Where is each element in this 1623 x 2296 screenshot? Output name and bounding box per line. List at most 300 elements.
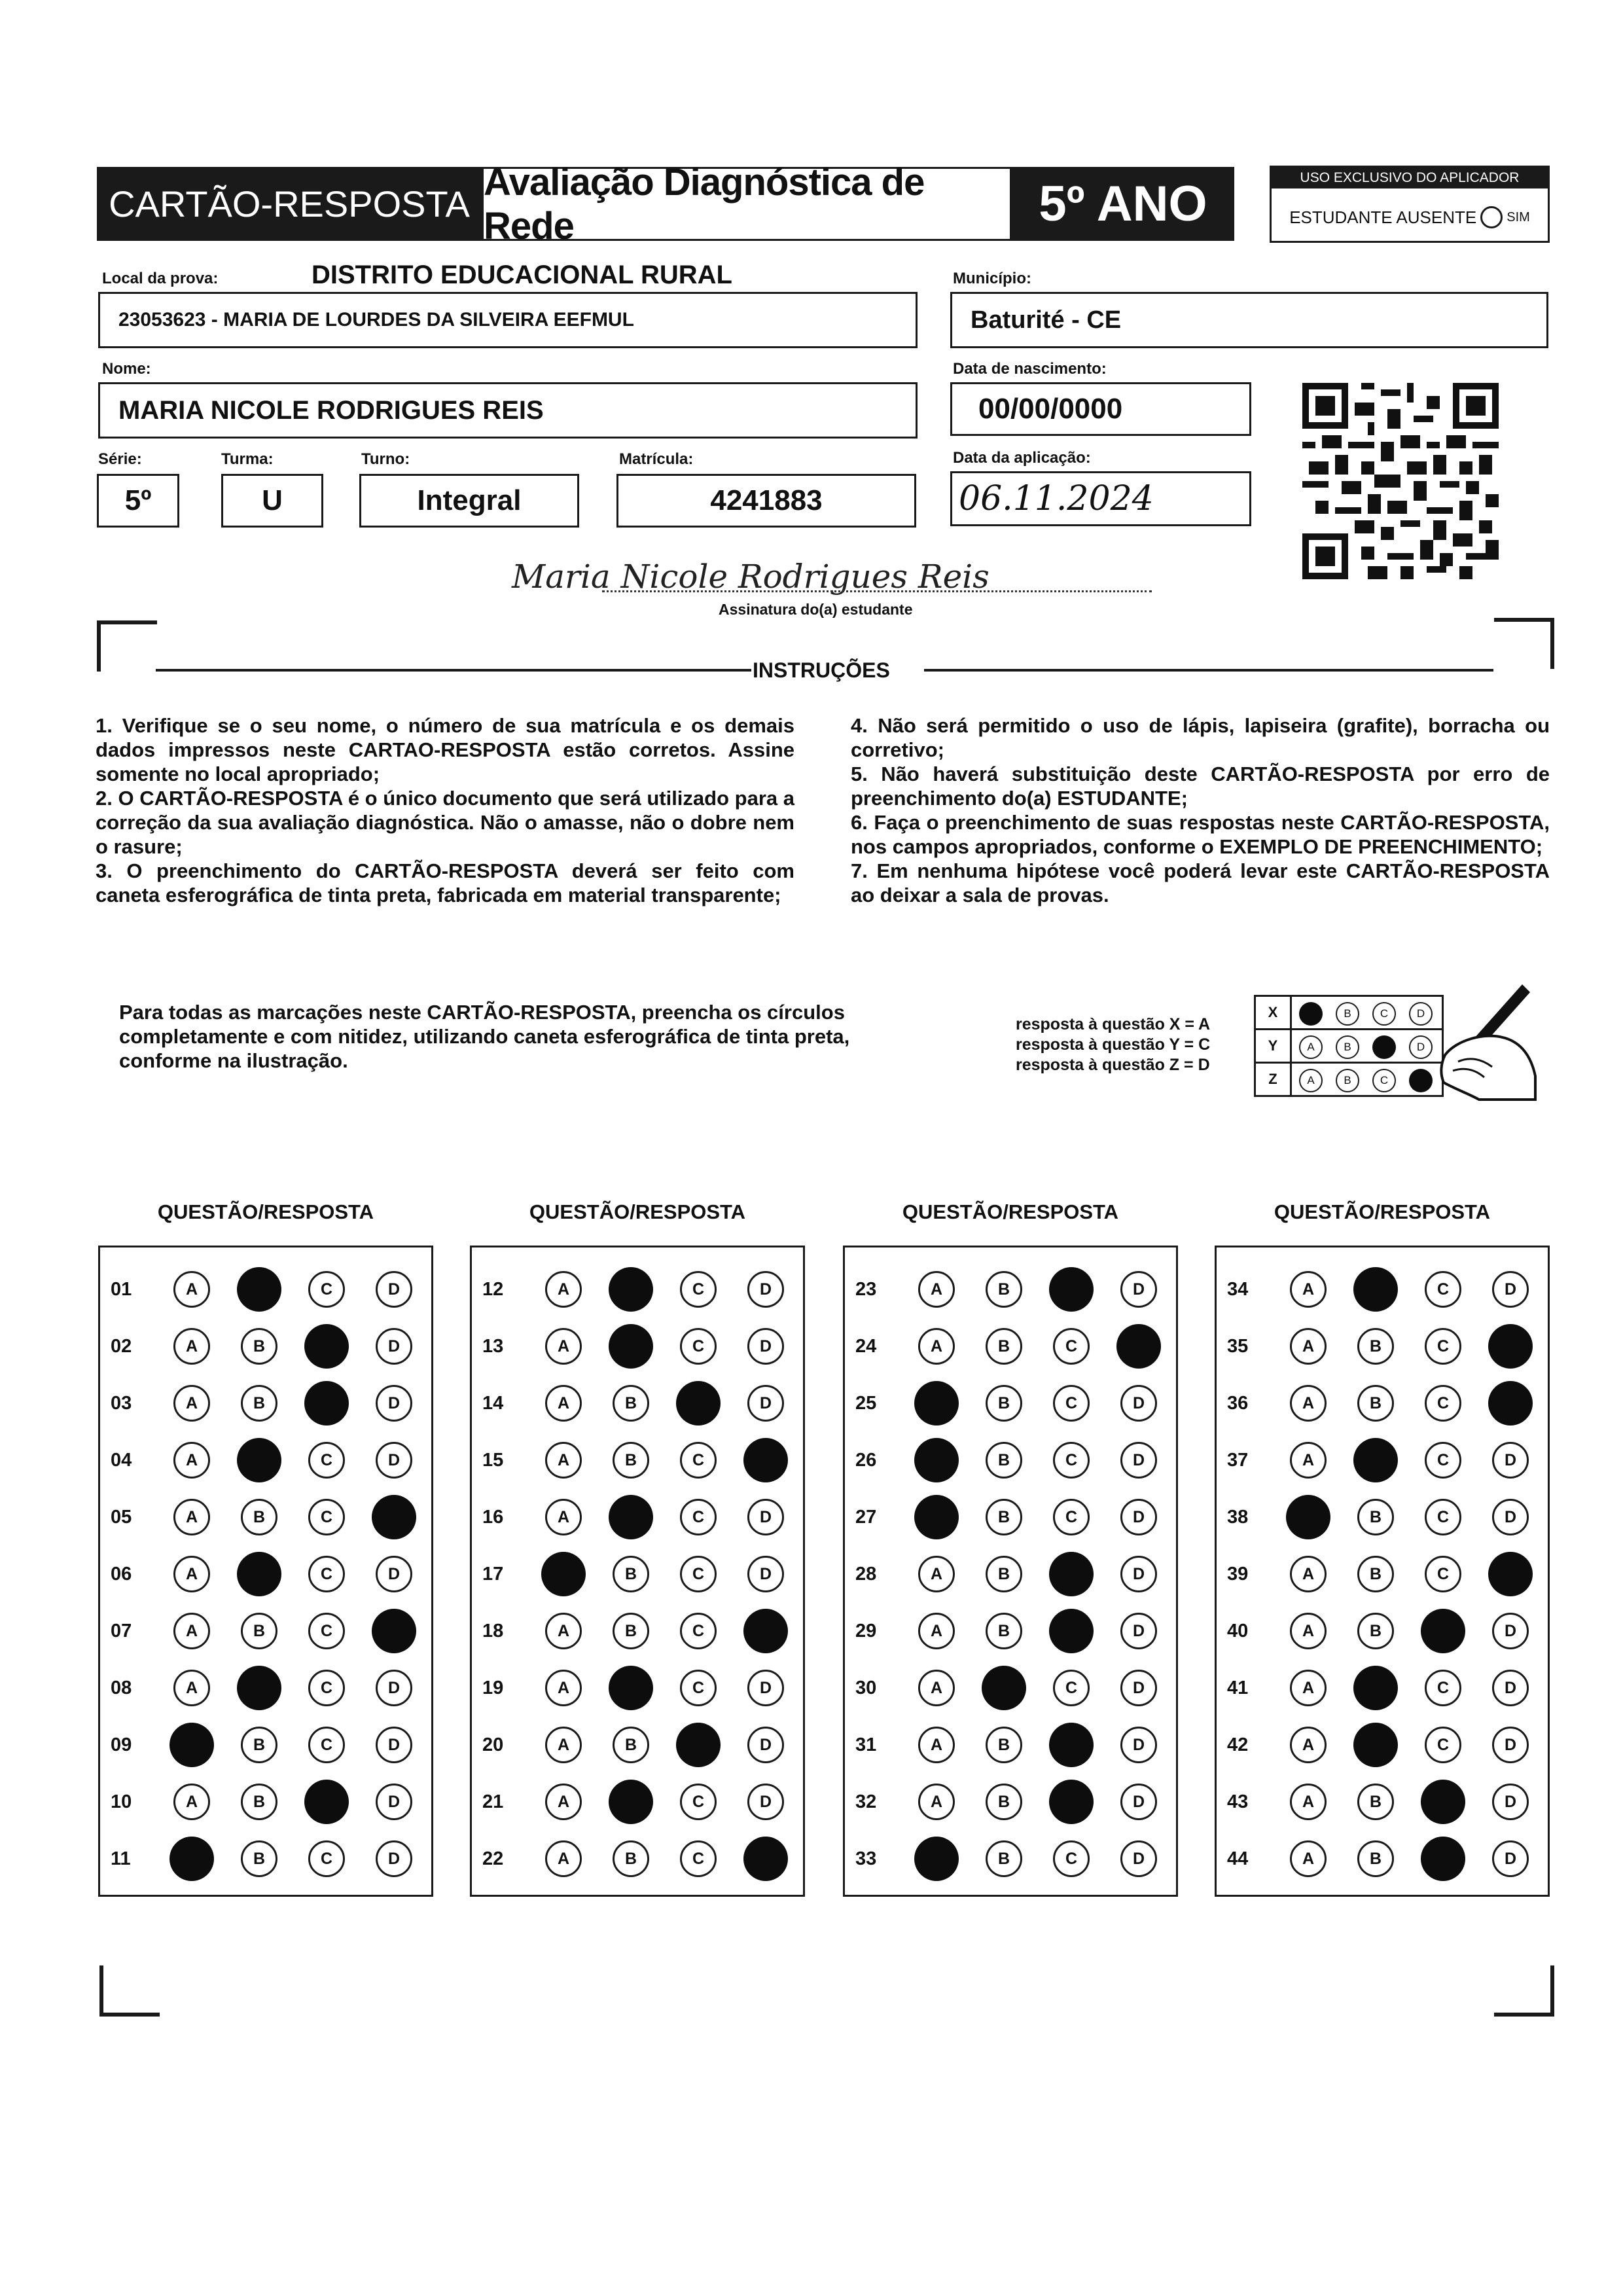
answer-bubble-a[interactable]: A	[1290, 1784, 1327, 1820]
answer-bubble-c[interactable]: C	[1425, 1328, 1461, 1365]
answer-bubble-d[interactable]: D	[376, 1556, 412, 1592]
answer-bubble-filled[interactable]	[541, 1552, 586, 1596]
question-number: 24	[855, 1335, 877, 1357]
answer-bubble-filled[interactable]	[169, 1723, 214, 1767]
answer-bubble-d[interactable]: D	[747, 1499, 784, 1535]
answer-bubble-c[interactable]: C	[1425, 1727, 1461, 1763]
answer-bubble-d[interactable]: D	[1492, 1670, 1529, 1706]
app-date-label: Data da aplicação:	[953, 449, 1091, 467]
answer-bubble-c[interactable]: C	[308, 1613, 345, 1649]
answer-bubble-d[interactable]: D	[376, 1442, 412, 1479]
answer-bubble-c[interactable]: C	[1425, 1385, 1461, 1422]
answer-bubble-d[interactable]: D	[376, 1271, 412, 1308]
column-header: QUESTÃO/RESPOSTA	[1274, 1200, 1491, 1223]
answer-bubble-a[interactable]: A	[545, 1385, 582, 1422]
answer-row	[845, 1266, 1180, 1312]
question-number: 39	[1227, 1563, 1249, 1585]
answer-bubble-a[interactable]: A	[918, 1271, 955, 1308]
matricula-field: 4241883	[616, 474, 916, 528]
answer-bubble-a[interactable]: A	[173, 1271, 210, 1308]
answer-bubble-filled[interactable]	[1353, 1438, 1398, 1482]
answer-bubble-filled[interactable]	[237, 1666, 281, 1710]
column-header: QUESTÃO/RESPOSTA	[902, 1200, 1119, 1223]
grade-badge: 5º ANO	[1012, 167, 1234, 241]
answer-bubble-b[interactable]: B	[986, 1271, 1022, 1308]
answer-bubble-c[interactable]: C	[1425, 1271, 1461, 1308]
question-number: 04	[111, 1449, 132, 1471]
answer-bubble-d[interactable]: D	[1120, 1784, 1157, 1820]
answer-row	[1217, 1323, 1552, 1369]
answer-bubble-c[interactable]: C	[1053, 1442, 1090, 1479]
app-date-field: 06.11.2024	[950, 471, 1251, 526]
answer-bubble-a[interactable]: A	[918, 1556, 955, 1592]
answer-bubble-b[interactable]: B	[241, 1613, 277, 1649]
answer-bubble-d[interactable]: D	[1120, 1271, 1157, 1308]
question-number: 36	[1227, 1392, 1249, 1414]
question-number: 30	[855, 1677, 877, 1698]
answer-bubble-d[interactable]: D	[1120, 1840, 1157, 1877]
answer-row	[845, 1494, 1180, 1540]
question-number: 38	[1227, 1506, 1249, 1528]
answer-row	[1217, 1722, 1552, 1768]
example-bubble-a: A	[1299, 1035, 1323, 1059]
answer-column	[98, 1246, 433, 1897]
answer-row	[472, 1380, 807, 1426]
answer-bubble-a[interactable]: A	[545, 1328, 582, 1365]
answer-bubble-filled[interactable]	[1049, 1552, 1094, 1596]
absent-checkbox[interactable]	[1480, 206, 1503, 228]
answer-row	[100, 1779, 435, 1825]
question-number: 40	[1227, 1620, 1249, 1641]
example-bubble-c: C	[1372, 1069, 1396, 1092]
answer-row	[1217, 1266, 1552, 1312]
answer-bubble-d[interactable]: D	[747, 1271, 784, 1308]
answer-bubble-c[interactable]: C	[680, 1442, 717, 1479]
answer-bubble-c[interactable]: C	[1425, 1442, 1461, 1479]
instruction-7: 7. Em nenhuma hipótese você poderá levar este CARTÃO-RESPOSTA ao deixar a sala de provas.	[851, 859, 1550, 906]
answer-bubble-d[interactable]: D	[376, 1385, 412, 1422]
answer-row	[472, 1323, 807, 1369]
example-bubble-filled	[1372, 1035, 1396, 1059]
school-field: 23053623 - MARIA DE LOURDES DA SILVEIRA EEFMUL	[98, 292, 918, 348]
answer-bubble-c[interactable]: C	[1425, 1499, 1461, 1535]
answer-bubble-b[interactable]: B	[1357, 1499, 1394, 1535]
answer-bubble-a[interactable]: A	[545, 1670, 582, 1706]
answer-bubble-filled[interactable]	[1421, 1837, 1465, 1881]
answer-bubble-a[interactable]: A	[1290, 1613, 1327, 1649]
answer-bubble-d[interactable]: D	[376, 1670, 412, 1706]
absent-option: SIM	[1507, 209, 1530, 224]
answer-bubble-c[interactable]: C	[308, 1442, 345, 1479]
answer-bubble-c[interactable]: C	[1053, 1385, 1090, 1422]
answer-bubble-filled[interactable]	[743, 1609, 788, 1653]
instruction-1: 1. Verifique se o seu nome, o número de sua matrícula e os demais dados impressos neste CARTAO-RESPOSTA estão corretos. Assine somente no local apropriado;	[96, 714, 794, 785]
answer-bubble-d[interactable]: D	[1492, 1727, 1529, 1763]
answer-bubble-b[interactable]: B	[613, 1613, 649, 1649]
answer-bubble-filled[interactable]	[914, 1381, 959, 1426]
answer-bubble-filled[interactable]	[1049, 1723, 1094, 1767]
answer-bubble-d[interactable]: D	[1492, 1442, 1529, 1479]
answer-bubble-filled[interactable]	[1488, 1552, 1533, 1596]
signature-line	[602, 590, 1152, 592]
example-bubble-d: D	[1409, 1002, 1433, 1026]
answer-bubble-b[interactable]: B	[241, 1784, 277, 1820]
answer-bubble-c[interactable]: C	[680, 1613, 717, 1649]
answer-bubble-c[interactable]: C	[680, 1556, 717, 1592]
answer-bubble-a[interactable]: A	[173, 1670, 210, 1706]
answer-bubble-b[interactable]: B	[241, 1727, 277, 1763]
answer-bubble-a[interactable]: A	[545, 1613, 582, 1649]
answer-bubble-a[interactable]: A	[173, 1556, 210, 1592]
answer-bubble-b[interactable]: B	[1357, 1784, 1394, 1820]
answer-bubble-a[interactable]: A	[1290, 1556, 1327, 1592]
example-line-y: resposta à questão Y = C	[1016, 1035, 1211, 1054]
answer-bubble-d[interactable]: D	[1492, 1840, 1529, 1877]
answer-bubble-filled[interactable]	[1286, 1495, 1330, 1539]
answer-bubble-a[interactable]: A	[918, 1727, 955, 1763]
answer-bubble-filled[interactable]	[1049, 1780, 1094, 1824]
question-number: 31	[855, 1734, 877, 1755]
question-number: 05	[111, 1506, 132, 1528]
question-number: 20	[482, 1734, 504, 1755]
answer-bubble-filled[interactable]	[237, 1552, 281, 1596]
answer-bubble-filled[interactable]	[1488, 1324, 1533, 1369]
instruction-4: 4. Não será permitido o uso de lápis, lapiseira (grafite), borracha ou corretivo;	[851, 714, 1550, 761]
applicator-title: USO EXCLUSIVO DO APLICADOR	[1272, 168, 1548, 188]
answer-bubble-filled[interactable]	[304, 1324, 349, 1369]
answer-bubble-d[interactable]: D	[376, 1328, 412, 1365]
answer-bubble-c[interactable]: C	[680, 1784, 717, 1820]
answer-bubble-a[interactable]: A	[1290, 1271, 1327, 1308]
name-field: MARIA NICOLE RODRIGUES REIS	[98, 382, 918, 439]
answer-bubble-filled[interactable]	[743, 1837, 788, 1881]
answer-bubble-b[interactable]: B	[1357, 1385, 1394, 1422]
answer-bubble-a[interactable]: A	[1290, 1840, 1327, 1877]
answer-bubble-filled[interactable]	[372, 1609, 416, 1653]
answer-bubble-c[interactable]: C	[680, 1271, 717, 1308]
question-number: 10	[111, 1791, 132, 1812]
answer-bubble-filled[interactable]	[982, 1666, 1026, 1710]
question-number: 21	[482, 1791, 504, 1812]
answer-bubble-filled[interactable]	[1353, 1723, 1398, 1767]
question-number: 42	[1227, 1734, 1249, 1755]
answer-bubble-filled[interactable]	[609, 1495, 653, 1539]
answer-bubble-a[interactable]: A	[1290, 1442, 1327, 1479]
answer-bubble-filled[interactable]	[676, 1381, 721, 1426]
answer-bubble-d[interactable]: D	[1120, 1556, 1157, 1592]
answer-bubble-filled[interactable]	[676, 1723, 721, 1767]
question-number: 34	[1227, 1278, 1249, 1300]
question-number: 32	[855, 1791, 877, 1812]
school-district: DISTRITO EDUCACIONAL RURAL	[312, 260, 732, 289]
answer-bubble-b[interactable]: B	[986, 1613, 1022, 1649]
instruction-6: 6. Faça o preenchimento de suas respostas neste CARTÃO-RESPOSTA, nos campos apropriados, conforme o EXEMPLO DE PREENCHIMENTO;	[851, 811, 1550, 858]
example-bubble-a: A	[1299, 1069, 1323, 1092]
question-number: 44	[1227, 1848, 1249, 1869]
answer-bubble-a[interactable]: A	[545, 1499, 582, 1535]
answer-bubble-c[interactable]: C	[308, 1727, 345, 1763]
corner-mark-top-left	[97, 620, 157, 672]
answer-bubble-a[interactable]: A	[545, 1727, 582, 1763]
card-title: CARTÃO-RESPOSTA	[97, 167, 482, 241]
answer-bubble-c[interactable]: C	[1425, 1556, 1461, 1592]
answer-row	[1217, 1380, 1552, 1426]
question-number: 33	[855, 1848, 877, 1869]
answer-bubble-filled[interactable]	[609, 1666, 653, 1710]
answer-bubble-b[interactable]: B	[1357, 1840, 1394, 1877]
answer-bubble-d[interactable]: D	[1120, 1499, 1157, 1535]
answer-bubble-d[interactable]: D	[1492, 1613, 1529, 1649]
answer-bubble-a[interactable]: A	[1290, 1670, 1327, 1706]
answer-bubble-filled[interactable]	[1049, 1267, 1094, 1312]
answer-bubble-filled[interactable]	[237, 1267, 281, 1312]
question-number: 13	[482, 1335, 504, 1357]
turno-field: Integral	[359, 474, 579, 528]
example-legend	[1016, 1014, 1210, 1075]
answer-bubble-filled[interactable]	[304, 1381, 349, 1426]
answer-row	[100, 1836, 435, 1882]
answer-bubble-a[interactable]: A	[173, 1613, 210, 1649]
answer-bubble-d[interactable]: D	[1492, 1271, 1529, 1308]
question-number: 19	[482, 1677, 504, 1698]
answer-bubble-b[interactable]: B	[986, 1442, 1022, 1479]
matricula-label: Matrícula:	[619, 450, 694, 468]
answer-column	[1215, 1246, 1550, 1897]
answer-bubble-filled[interactable]	[914, 1495, 959, 1539]
answer-row	[845, 1437, 1180, 1483]
answer-bubble-c[interactable]: C	[680, 1670, 717, 1706]
answer-row	[1217, 1836, 1552, 1882]
answer-bubble-c[interactable]: C	[1053, 1670, 1090, 1706]
turma-label: Turma:	[221, 450, 274, 468]
answer-bubble-d[interactable]: D	[376, 1727, 412, 1763]
answer-bubble-c[interactable]: C	[308, 1840, 345, 1877]
answer-bubble-c[interactable]: C	[680, 1328, 717, 1365]
answer-row	[845, 1665, 1180, 1711]
question-number: 07	[111, 1620, 132, 1641]
answer-row	[100, 1551, 435, 1597]
question-number: 12	[482, 1278, 504, 1300]
answer-row	[1217, 1551, 1552, 1597]
answer-bubble-a[interactable]: A	[545, 1442, 582, 1479]
turma-field: U	[221, 474, 323, 528]
answer-bubble-filled[interactable]	[1421, 1609, 1465, 1653]
answer-bubble-d[interactable]: D	[376, 1784, 412, 1820]
answer-bubble-filled[interactable]	[743, 1438, 788, 1482]
answer-bubble-a[interactable]: A	[173, 1499, 210, 1535]
answer-row	[472, 1266, 807, 1312]
answer-bubble-d[interactable]: D	[1120, 1613, 1157, 1649]
answer-bubble-b[interactable]: B	[613, 1727, 649, 1763]
instruction-5: 5. Não haverá substituição deste CARTÃO-RESPOSTA por erro de preenchimento do(a) ESTUDANTE;	[851, 762, 1550, 810]
name-label: Nome:	[102, 360, 151, 378]
question-number: 35	[1227, 1335, 1249, 1357]
column-header: QUESTÃO/RESPOSTA	[157, 1200, 374, 1223]
question-number: 27	[855, 1506, 877, 1528]
answer-bubble-c[interactable]: C	[308, 1670, 345, 1706]
answer-bubble-a[interactable]: A	[545, 1840, 582, 1877]
question-number: 11	[111, 1848, 131, 1869]
answer-bubble-a[interactable]: A	[918, 1328, 955, 1365]
question-number: 18	[482, 1620, 504, 1641]
answer-bubble-d[interactable]: D	[1492, 1784, 1529, 1820]
answer-bubble-d[interactable]: D	[747, 1727, 784, 1763]
instructions-rule-right	[924, 669, 1493, 672]
question-number: 17	[482, 1563, 504, 1585]
answer-bubble-b[interactable]: B	[613, 1840, 649, 1877]
answer-bubble-b[interactable]: B	[986, 1499, 1022, 1535]
answer-bubble-b[interactable]: B	[986, 1328, 1022, 1365]
answer-bubble-filled[interactable]	[609, 1324, 653, 1369]
answer-bubble-d[interactable]: D	[1120, 1727, 1157, 1763]
answer-bubble-c[interactable]: C	[680, 1840, 717, 1877]
answer-bubble-c[interactable]: C	[308, 1499, 345, 1535]
answer-bubble-d[interactable]: D	[747, 1556, 784, 1592]
answer-bubble-filled[interactable]	[237, 1438, 281, 1482]
answer-bubble-filled[interactable]	[169, 1837, 214, 1881]
answer-row	[845, 1551, 1180, 1597]
answer-bubble-d[interactable]: D	[1120, 1442, 1157, 1479]
turno-label: Turno:	[361, 450, 410, 468]
question-number: 23	[855, 1278, 877, 1300]
answer-bubble-filled[interactable]	[304, 1780, 349, 1824]
answer-bubble-filled[interactable]	[1353, 1666, 1398, 1710]
answer-bubble-a[interactable]: A	[545, 1784, 582, 1820]
answer-bubble-b[interactable]: B	[241, 1499, 277, 1535]
answer-bubble-filled[interactable]	[1488, 1381, 1533, 1426]
answer-bubble-filled[interactable]	[1421, 1780, 1465, 1824]
answer-bubble-b[interactable]: B	[986, 1840, 1022, 1877]
answer-bubble-a[interactable]: A	[173, 1442, 210, 1479]
absent-row	[1272, 196, 1548, 238]
answer-bubble-b[interactable]: B	[241, 1385, 277, 1422]
example-line-x: resposta à questão X = A	[1016, 1015, 1211, 1033]
answer-row	[100, 1437, 435, 1483]
answer-bubble-d[interactable]: D	[747, 1784, 784, 1820]
answer-bubble-c[interactable]: C	[1053, 1840, 1090, 1877]
answer-bubble-d[interactable]: D	[747, 1670, 784, 1706]
example-bubble-filled	[1299, 1002, 1323, 1026]
answer-bubble-filled[interactable]	[1049, 1609, 1094, 1653]
qr-code	[1302, 383, 1499, 579]
answer-row	[1217, 1494, 1552, 1540]
instructions-left	[96, 713, 794, 907]
answer-row	[472, 1779, 807, 1825]
question-number: 01	[111, 1278, 132, 1300]
answer-bubble-d[interactable]: D	[1492, 1499, 1529, 1535]
answer-bubble-b[interactable]: B	[1357, 1328, 1394, 1365]
answer-row	[100, 1608, 435, 1654]
answer-row	[845, 1608, 1180, 1654]
answer-bubble-a[interactable]: A	[1290, 1385, 1327, 1422]
answer-bubble-a[interactable]: A	[173, 1385, 210, 1422]
answer-bubble-a[interactable]: A	[918, 1784, 955, 1820]
answer-bubble-b[interactable]: B	[986, 1385, 1022, 1422]
answer-bubble-a[interactable]: A	[173, 1328, 210, 1365]
answer-row	[845, 1722, 1180, 1768]
answer-row	[100, 1722, 435, 1768]
answer-bubble-a[interactable]: A	[1290, 1328, 1327, 1365]
answer-bubble-c[interactable]: C	[1053, 1328, 1090, 1365]
applicator-box	[1270, 166, 1550, 243]
answer-bubble-c[interactable]: C	[308, 1271, 345, 1308]
question-number: 15	[482, 1449, 504, 1471]
corner-mark-bottom-left	[99, 1965, 160, 2017]
question-number: 14	[482, 1392, 504, 1414]
corner-mark-top-right	[1494, 618, 1554, 669]
answer-bubble-b[interactable]: B	[986, 1727, 1022, 1763]
answer-bubble-a[interactable]: A	[1290, 1727, 1327, 1763]
question-number: 03	[111, 1392, 132, 1414]
answer-bubble-c[interactable]: C	[680, 1499, 717, 1535]
answer-bubble-b[interactable]: B	[241, 1840, 277, 1877]
answer-column	[843, 1246, 1178, 1897]
answer-bubble-b[interactable]: B	[613, 1556, 649, 1592]
answer-row	[845, 1380, 1180, 1426]
answer-row	[845, 1323, 1180, 1369]
example-line-z: resposta à questão Z = D	[1016, 1056, 1210, 1074]
answer-bubble-d[interactable]: D	[1120, 1385, 1157, 1422]
answer-row	[472, 1494, 807, 1540]
answer-bubble-a[interactable]: A	[545, 1271, 582, 1308]
instructions-right	[851, 713, 1550, 907]
answer-bubble-filled[interactable]	[914, 1837, 959, 1881]
example-row-label: X	[1256, 997, 1292, 1028]
answer-bubble-b[interactable]: B	[613, 1442, 649, 1479]
answer-bubble-b[interactable]: B	[1357, 1613, 1394, 1649]
answer-bubble-filled[interactable]	[609, 1780, 653, 1824]
answer-bubble-filled[interactable]	[372, 1495, 416, 1539]
answer-bubble-filled[interactable]	[914, 1438, 959, 1482]
answer-bubble-d[interactable]: D	[747, 1385, 784, 1422]
answer-bubble-b[interactable]: B	[613, 1385, 649, 1422]
answer-bubble-a[interactable]: A	[918, 1613, 955, 1649]
answer-bubble-c[interactable]: C	[1053, 1499, 1090, 1535]
column-header: QUESTÃO/RESPOSTA	[529, 1200, 746, 1223]
birth-label: Data de nascimento:	[953, 360, 1107, 378]
answer-row	[472, 1551, 807, 1597]
example-bubble-b: B	[1336, 1002, 1359, 1026]
question-number: 43	[1227, 1791, 1249, 1812]
answer-bubble-a[interactable]: A	[918, 1670, 955, 1706]
answer-bubble-filled[interactable]	[609, 1267, 653, 1312]
answer-bubble-b[interactable]: B	[1357, 1556, 1394, 1592]
answer-bubble-filled[interactable]	[1353, 1267, 1398, 1312]
answer-bubble-b[interactable]: B	[986, 1556, 1022, 1592]
answer-bubble-d[interactable]: D	[1120, 1670, 1157, 1706]
answer-row	[100, 1323, 435, 1369]
fill-note: Para todas as marcações neste CARTÃO-RESPOSTA, preencha os círculos completamente e com nitidez, utilizando caneta esferográfica de tinta preta, conforme na ilustração.	[119, 1001, 850, 1072]
instruction-3: 3. O preenchimento do CARTÃO-RESPOSTA deverá ser feito com caneta esferográfica de tinta preta, fabricada em material transparente;	[96, 859, 794, 906]
question-number: 16	[482, 1506, 504, 1528]
answer-row	[472, 1608, 807, 1654]
answer-bubble-b[interactable]: B	[241, 1328, 277, 1365]
answer-bubble-c[interactable]: C	[308, 1556, 345, 1592]
question-number: 22	[482, 1848, 504, 1869]
answer-bubble-b[interactable]: B	[986, 1784, 1022, 1820]
answer-bubble-d[interactable]: D	[376, 1840, 412, 1877]
answer-bubble-d[interactable]: D	[747, 1328, 784, 1365]
signature-label: Assinatura do(a) estudante	[719, 601, 913, 618]
answer-row	[845, 1836, 1180, 1882]
answer-bubble-c[interactable]: C	[1425, 1670, 1461, 1706]
birth-field: 00/00/0000	[950, 382, 1251, 436]
answer-bubble-a[interactable]: A	[173, 1784, 210, 1820]
answer-bubble-filled[interactable]	[1116, 1324, 1161, 1369]
answer-row	[472, 1665, 807, 1711]
answer-row	[472, 1437, 807, 1483]
absent-label: ESTUDANTE AUSENTE	[1289, 207, 1477, 227]
